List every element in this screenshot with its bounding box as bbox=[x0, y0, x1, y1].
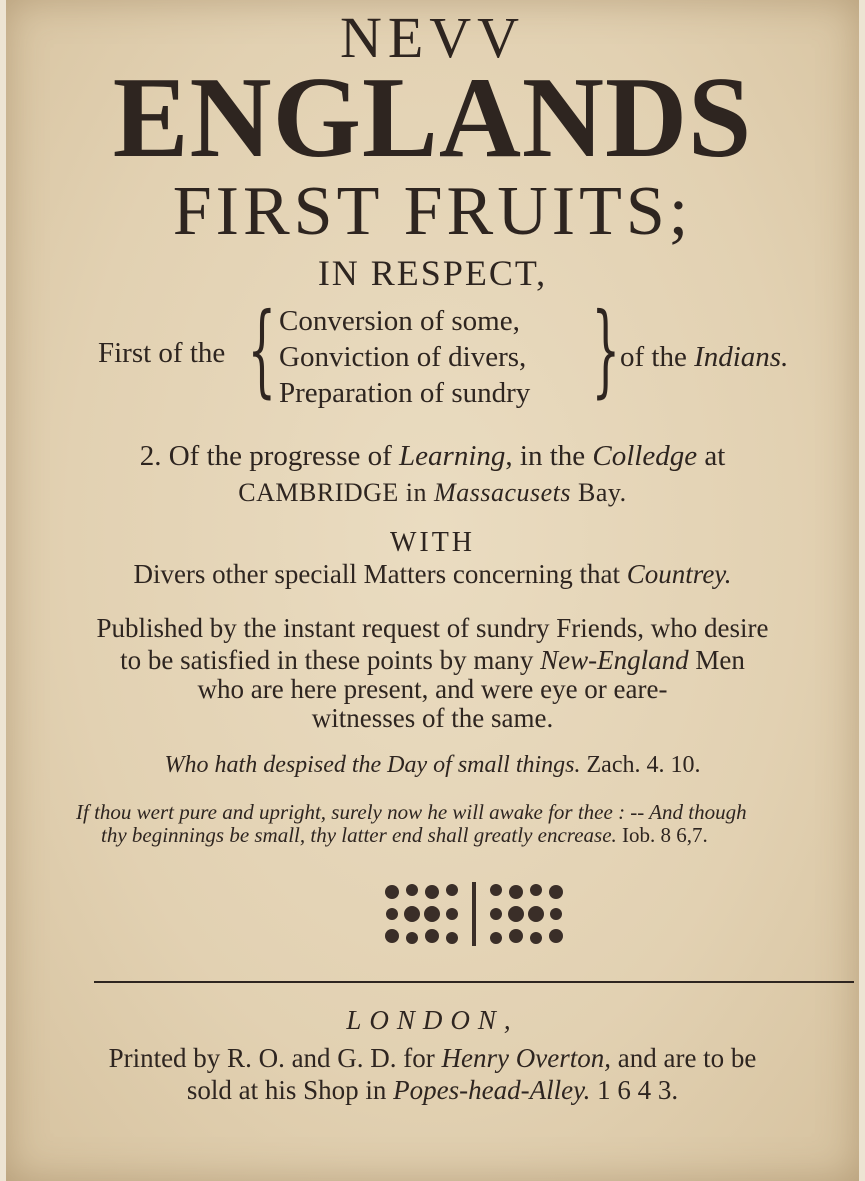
job-text-2: thy beginnings be small, thy latter end shall greatly encrease. bbox=[101, 823, 617, 847]
published-text-2a: to be satisfied in these points by many bbox=[120, 645, 541, 675]
indians-text: Indians. bbox=[694, 341, 789, 373]
job-ref: Iob. 8 6,7. bbox=[616, 823, 708, 847]
first-of-the-label: First of the bbox=[98, 337, 226, 369]
divers-text: Divers other speciall Matters concerning that bbox=[133, 559, 627, 589]
right-brace-icon: } bbox=[591, 291, 621, 408]
in-respect-heading: IN RESPECT, bbox=[317, 253, 548, 293]
zechariah-quote bbox=[6, 752, 859, 779]
imprint-text-1: Printed by R. O. and G. D. for bbox=[108, 1043, 442, 1073]
cambridge-text: CAMBRIDGE in bbox=[238, 478, 435, 507]
imprint-line-1 bbox=[6, 1043, 859, 1074]
condition-conviction: Gonviction of divers, bbox=[279, 341, 527, 373]
imprint-text-2: and are to be bbox=[610, 1043, 757, 1073]
published-line-4: witnesses of the same. bbox=[311, 703, 554, 733]
learning-line-2 bbox=[6, 478, 859, 508]
condition-preparation: Preparation of sundry bbox=[279, 377, 531, 409]
imprint-text-3: sold at his Shop in bbox=[186, 1075, 394, 1105]
title-line-1: NEVV bbox=[339, 5, 526, 70]
job-quote-line-2 bbox=[101, 823, 861, 848]
zechariah-ref: Zach. 4. 10. bbox=[580, 752, 701, 778]
massachusets-word: Massacusets bbox=[434, 478, 571, 507]
of-the-text: of the bbox=[620, 341, 687, 373]
with-heading: WITH bbox=[389, 527, 476, 558]
title-line-3: FIRST FRUITS; bbox=[172, 173, 693, 250]
divider-rule bbox=[94, 981, 854, 983]
divers-line bbox=[6, 559, 859, 590]
published-line-2 bbox=[6, 645, 859, 676]
new-england-word: New-England bbox=[540, 645, 689, 675]
condition-conversion: Conversion of some, bbox=[279, 305, 520, 337]
of-the-indians bbox=[620, 341, 788, 374]
learning-text-3: at bbox=[697, 440, 726, 472]
learning-word: Learning bbox=[399, 440, 506, 472]
title-page bbox=[6, 0, 859, 1181]
learning-line-1 bbox=[6, 440, 859, 473]
job-quote-line-1: If thou wert pure and upright, surely now he will awake for thee : -- And though bbox=[76, 800, 747, 824]
zechariah-text: Who hath despised the Day of small things. bbox=[164, 752, 581, 778]
imprint-year: 1 6 4 3. bbox=[590, 1075, 679, 1105]
printers-ornament-icon bbox=[378, 880, 570, 948]
london-heading: LONDON, bbox=[346, 1005, 519, 1035]
learning-text-2: , in the bbox=[505, 440, 593, 472]
imprint-line-2 bbox=[6, 1075, 859, 1106]
left-brace-icon: { bbox=[247, 291, 277, 408]
learning-text-1: 2. Of the progresse of bbox=[139, 440, 400, 472]
published-text-2b: Men bbox=[688, 645, 745, 675]
popes-head-alley: Popes-head-Alley. bbox=[393, 1075, 591, 1105]
published-line-1: Published by the instant request of sundry Friends, who desire bbox=[96, 613, 769, 643]
country-word: Countrey. bbox=[626, 559, 732, 589]
bay-text: Bay. bbox=[570, 478, 627, 507]
overton-name: Henry Overton, bbox=[441, 1043, 611, 1073]
title-line-2: ENGLANDS bbox=[112, 54, 753, 182]
colledge-word: Colledge bbox=[592, 440, 698, 472]
published-line-3: who are here present, and were eye or eare- bbox=[197, 674, 668, 704]
